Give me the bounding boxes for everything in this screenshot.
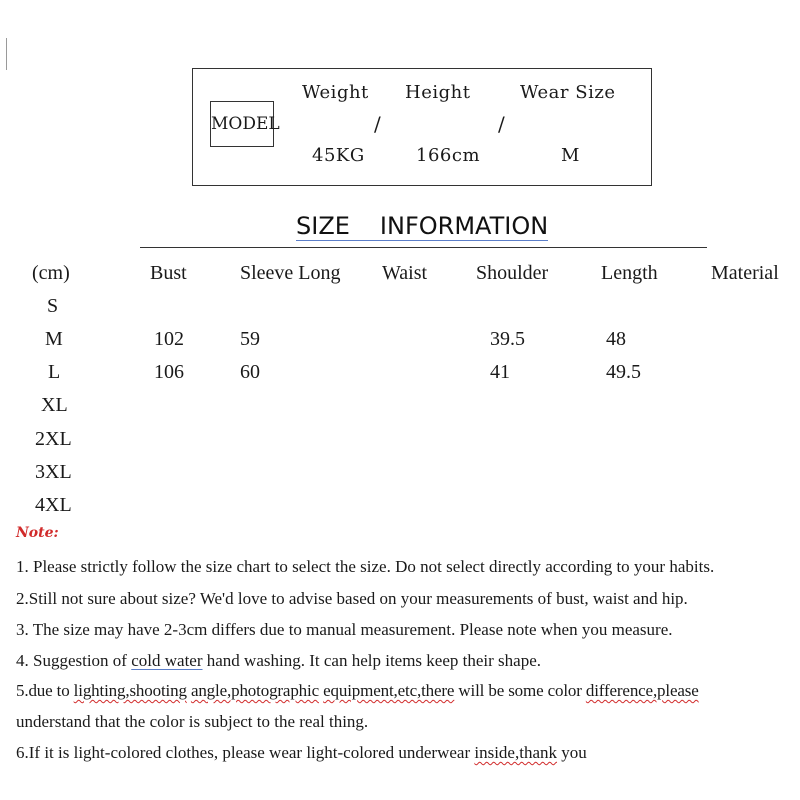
size-title-word-information: INFORMATION xyxy=(379,212,549,240)
note-3: 3. The size may have 2-3cm differs due to manual measurement. Please note when you measure. xyxy=(16,620,673,639)
text-cursor-mark xyxy=(6,38,7,70)
size-title-word-size: SIZE xyxy=(296,212,350,240)
note-5-part-g: will be some color xyxy=(454,681,586,700)
size-title-gap xyxy=(350,213,380,241)
model-value-weight: 45KG xyxy=(312,145,365,166)
col-header-material: Material xyxy=(711,262,779,284)
col-header-waist: Waist xyxy=(382,262,428,284)
row-size-4xl: 4XL xyxy=(35,494,72,516)
row-size-l: L xyxy=(48,361,61,383)
cell-l-bust: 106 xyxy=(154,361,184,383)
row-size-s: S xyxy=(47,295,59,317)
note-4-part-a: 4. Suggestion of xyxy=(16,651,132,670)
model-separator-1: / xyxy=(374,112,381,136)
model-separator-2: / xyxy=(498,112,505,136)
cell-m-shoulder: 39.5 xyxy=(490,328,525,350)
col-header-sleeve-long: Sleeve Long xyxy=(240,262,341,284)
note-6-part-a: 6.If it is light-colored clothes, please wear light-colored underwear xyxy=(16,743,475,762)
cell-l-sleeve: 60 xyxy=(240,361,260,383)
note-4-cold-water: cold water xyxy=(131,651,203,670)
cell-m-bust: 102 xyxy=(154,328,184,350)
note-1: 1. Please strictly follow the size chart to select the size. Do not select directly according to your habits. xyxy=(16,557,715,576)
note-6 xyxy=(16,743,587,763)
col-header-length: Length xyxy=(601,262,658,284)
note-5-part-a: 5.due to xyxy=(16,681,74,700)
note-2: 2.Still not sure about size? We'd love to advise based on your measurements of bust, waist and hip. xyxy=(16,589,688,608)
note-6-part-c: you xyxy=(557,743,587,762)
size-information-title xyxy=(296,212,548,241)
cell-l-shoulder: 41 xyxy=(490,361,510,383)
model-header-wear-size: Wear Size xyxy=(520,82,616,103)
row-size-2xl: 2XL xyxy=(35,428,72,450)
note-5-equipment: equipment,etc,there xyxy=(323,681,455,700)
model-header-height: Height xyxy=(405,82,471,103)
note-5-line-1 xyxy=(16,681,699,701)
title-rule xyxy=(140,247,707,248)
note-4 xyxy=(16,651,541,671)
model-header-weight: Weight xyxy=(302,82,369,103)
note-6-inside-thank: inside,thank xyxy=(474,743,558,762)
note-title: Note: xyxy=(16,525,59,541)
cell-m-sleeve: 59 xyxy=(240,328,260,350)
model-value-height: 166cm xyxy=(416,145,481,166)
note-5-angle: angle,photographic xyxy=(190,681,319,700)
note-5-difference: difference,please xyxy=(585,681,699,700)
model-value-wear-size: M xyxy=(561,145,580,166)
note-5-line-2: understand that the color is subject to the real thing. xyxy=(16,712,369,731)
col-header-shoulder: Shoulder xyxy=(476,262,549,284)
col-header-bust: Bust xyxy=(150,262,187,284)
cell-l-length: 49.5 xyxy=(606,361,641,383)
row-size-m: M xyxy=(45,328,63,350)
note-4-part-c: hand washing. It can help items keep their shape. xyxy=(202,651,541,670)
cell-m-length: 48 xyxy=(606,328,626,350)
row-size-xl: XL xyxy=(41,394,68,416)
model-label: MODEL xyxy=(210,101,274,147)
note-5-lighting: lighting,shooting xyxy=(73,681,187,700)
col-header-cm: (cm) xyxy=(32,262,70,284)
row-size-3xl: 3XL xyxy=(35,461,72,483)
